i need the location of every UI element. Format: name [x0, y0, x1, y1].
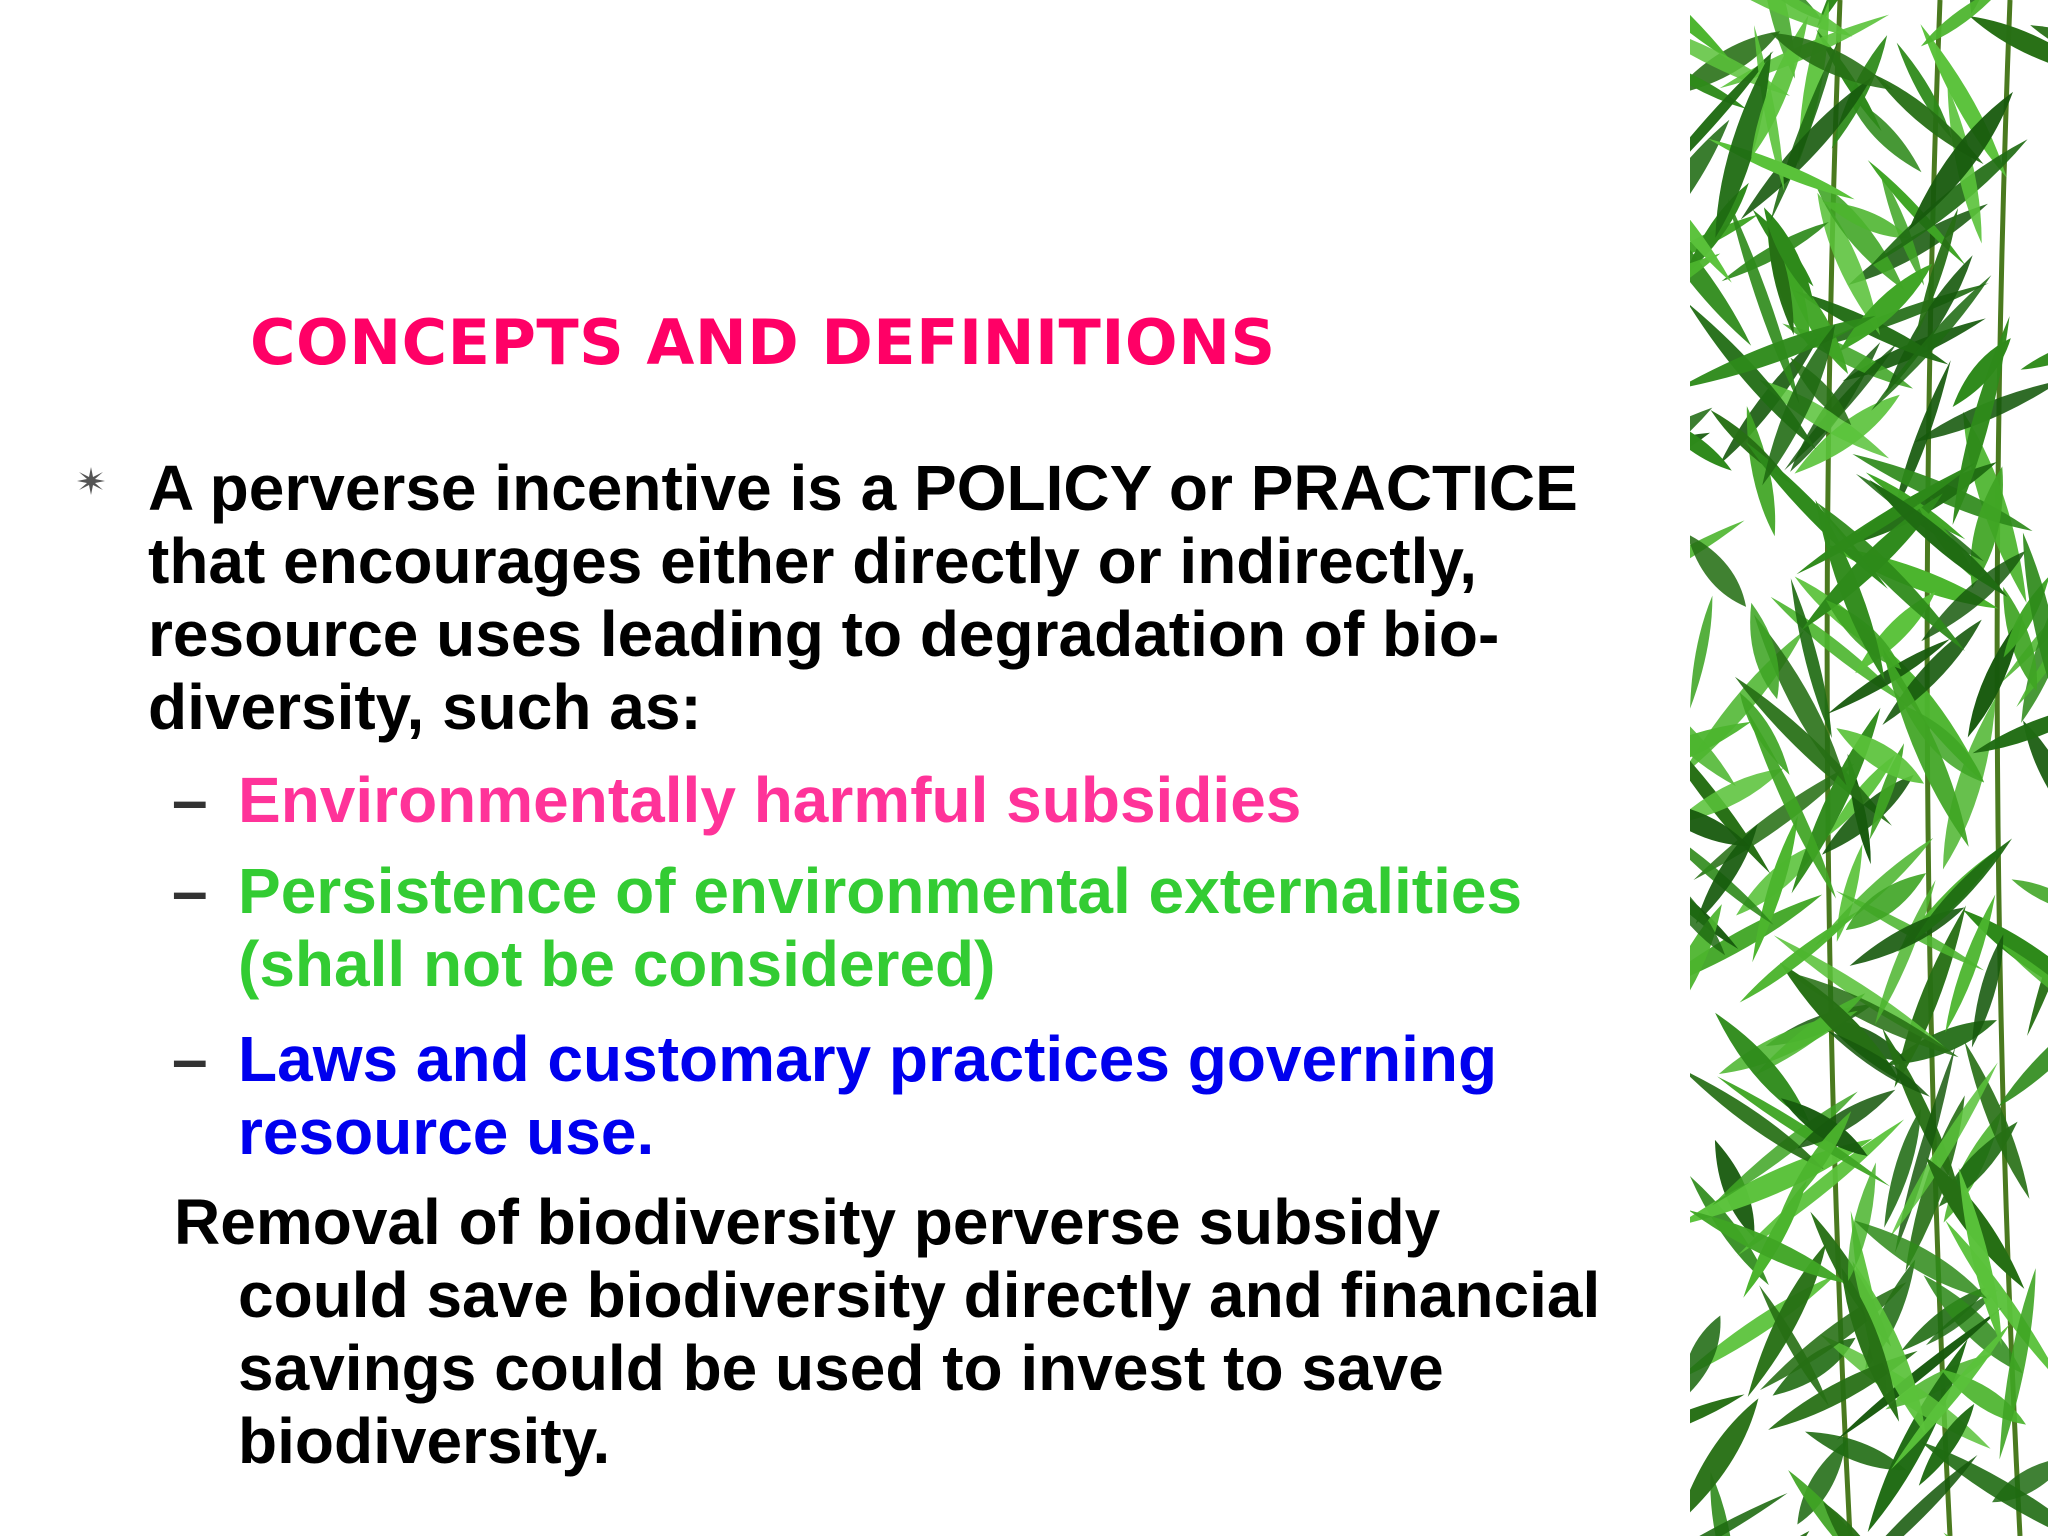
- sub-point-line: (shall not be considered): [238, 928, 996, 1000]
- sub-point-line: Laws and customary practices governing: [238, 1023, 1498, 1095]
- sub-point-line: Environmentally harmful subsidies: [238, 764, 1302, 836]
- dash-bullet: –: [172, 1023, 208, 1095]
- main-point: [148, 452, 1708, 744]
- star-bullet-icon: [76, 466, 106, 496]
- main-point-line: resource uses leading to degradation of bio-: [148, 598, 1500, 670]
- bamboo-leaves-image: [1690, 0, 2048, 1536]
- main-point-line: diversity, such as:: [148, 671, 702, 743]
- dash-bullet: –: [172, 764, 208, 836]
- main-point-line: A perverse incentive is a POLICY or PRACTICE: [148, 452, 1578, 524]
- sub-point-line: resource use.: [238, 1096, 655, 1168]
- main-point-line: that encourages either directly or indirectly,: [148, 525, 1477, 597]
- slide-title: CONCEPTS AND DEFINITIONS: [250, 306, 1276, 379]
- sub-point-line: Persistence of environmental externalities: [238, 855, 1523, 927]
- closing-line: could save biodiversity directly and financial: [238, 1259, 1601, 1331]
- dash-bullet: –: [172, 855, 208, 927]
- closing-paragraph: [174, 1186, 1600, 1478]
- closing-line: Removal of biodiversity perverse subsidy: [174, 1186, 1441, 1258]
- closing-line: biodiversity.: [238, 1405, 611, 1477]
- closing-line: savings could be used to invest to save: [238, 1332, 1444, 1404]
